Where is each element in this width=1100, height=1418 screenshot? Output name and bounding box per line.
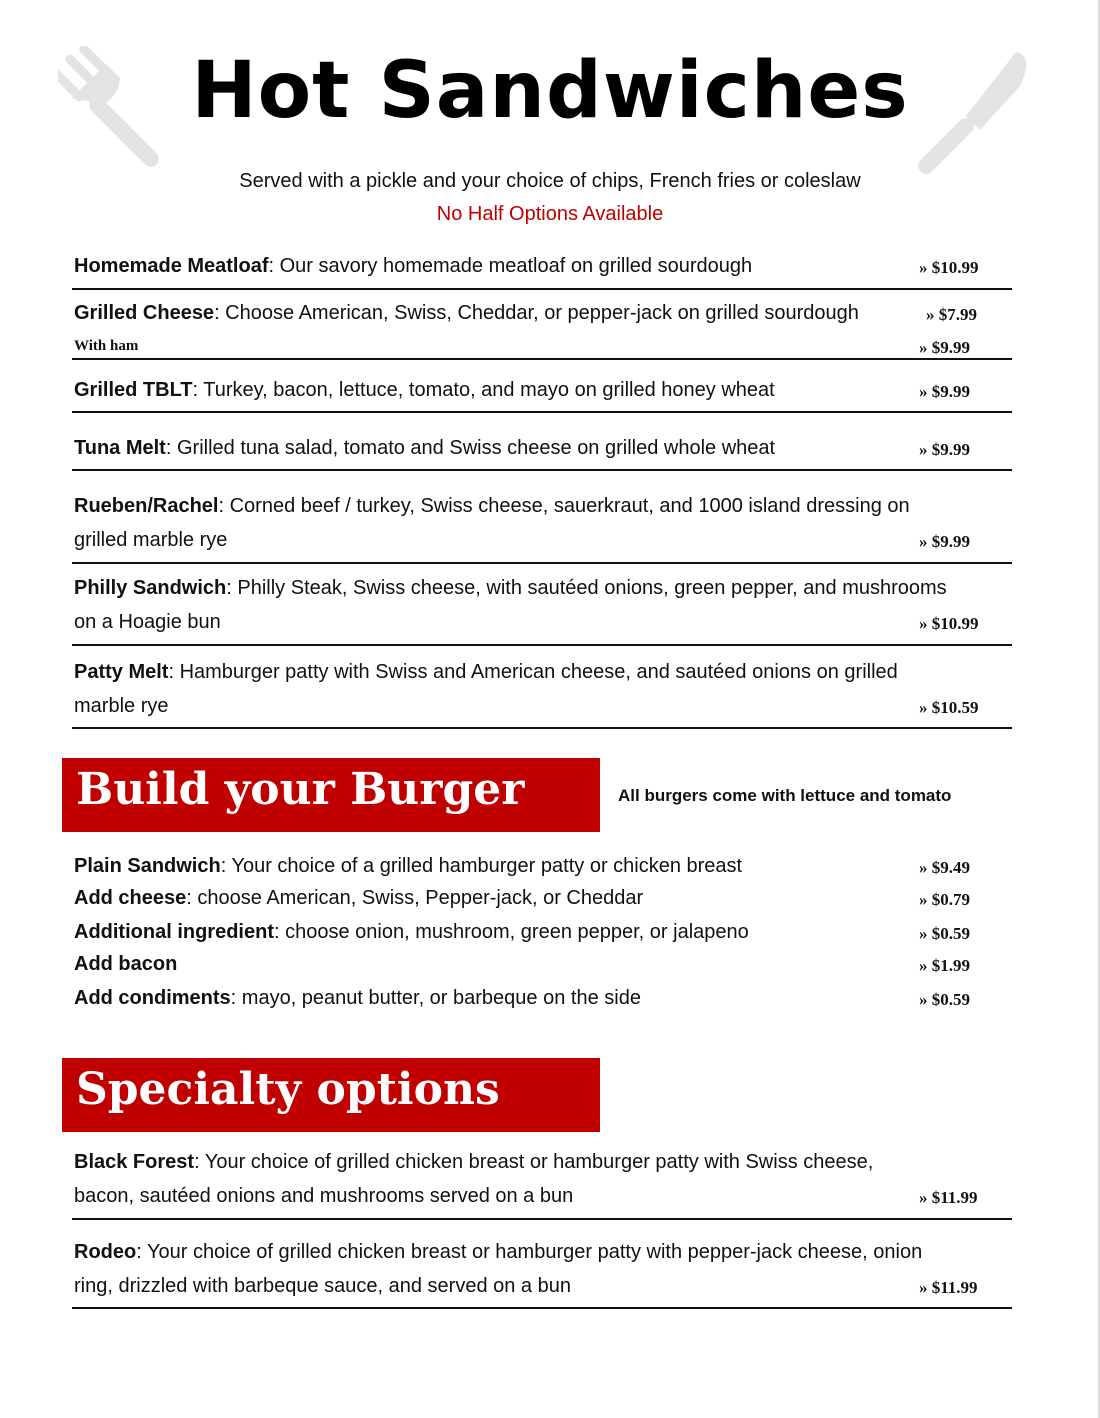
item-price: » $10.99 [919,614,979,633]
divider [72,469,1012,471]
item-desc: : Grilled tuna salad, tomato and Swiss cheese on grilled whole wheat [165,437,776,459]
item-name: Tuna Melt [74,437,166,459]
divider [72,288,1012,290]
divider [72,562,1012,564]
item-price: » $0.59 [919,990,970,1009]
item-name: Add bacon [74,953,178,975]
item-desc: : Your choice of a grilled hamburger patty or chicken breast [220,855,743,877]
divider [72,644,1012,646]
item-price: » $0.79 [919,890,970,909]
item-price: » $11.99 [919,1188,978,1207]
burger-heading: Build your Burger [76,764,525,815]
divider [72,1307,1012,1309]
item-name: Add cheese [74,887,187,909]
burger-heading-banner [62,758,600,832]
item-desc: : Choose American, Swiss, Cheddar, or pepper-jack on grilled sourdough [214,302,859,324]
item-desc: : Your choice of grilled chicken breast or hamburger patty with pepper-jack cheese, onion [136,1241,923,1263]
item-price: » $11.99 [919,1278,978,1297]
item-name: Homemade Meatloaf [74,255,269,277]
item-price: » $9.99 [919,382,970,401]
item-extra-label: With ham [74,338,139,354]
page-subtitle: Served with a pickle and your choice of chips, French fries or coleslaw [239,170,861,192]
item-name: Rodeo [74,1241,137,1263]
item-price: » $9.99 [919,532,970,551]
item-price: » $9.49 [919,858,970,877]
item-extra-price: » $9.99 [919,338,970,357]
item-desc-cont: on a Hoagie bun [74,611,221,633]
item-name: Grilled Cheese [74,302,215,324]
page-title: Hot Sandwiches [191,46,909,136]
item-desc: : Corned beef / turkey, Swiss cheese, sauerkraut, and 1000 island dressing on [218,495,910,517]
item-desc-cont: ring, drizzled with barbeque sauce, and served on a bun [74,1275,571,1297]
item-name: Plain Sandwich [74,855,221,877]
item-desc: : mayo, peanut butter, or barbeque on the side [230,987,641,1009]
item-desc-cont: bacon, sautéed onions and mushrooms served on a bun [74,1185,574,1207]
no-half-note: No Half Options Available [436,203,664,225]
item-name: Additional ingredient [74,921,274,943]
item-name: Philly Sandwich [74,577,227,599]
item-desc: : choose onion, mushroom, green pepper, or jalapeno [274,921,749,943]
item-price: » $10.59 [919,698,979,717]
item-price: » $9.99 [919,440,970,459]
item-desc: : Hamburger patty with Swiss and American cheese, and sautéed onions on grilled [168,661,898,683]
item-price: » $7.99 [926,305,977,324]
divider [72,1218,1012,1220]
item-desc-cont: grilled marble rye [74,529,228,551]
item-desc: : Turkey, bacon, lettuce, tomato, and mayo on grilled honey wheat [192,379,775,401]
item-desc: : Our savory homemade meatloaf on grilled sourdough [268,255,753,277]
divider [72,727,1012,729]
item-price: » $0.59 [919,924,970,943]
item-desc-cont: marble rye [74,695,169,717]
item-name: Add condiments [74,987,231,1009]
item-name: Patty Melt [74,661,169,683]
item-price: » $1.99 [919,956,970,975]
item-name: Black Forest [74,1151,195,1173]
item-name: Grilled TBLT [74,379,193,401]
item-desc: : Philly Steak, Swiss cheese, with sautéed onions, green pepper, and mushrooms [226,577,947,599]
item-desc: : Your choice of grilled chicken breast or hamburger patty with Swiss cheese, [194,1151,874,1173]
item-desc: : choose American, Swiss, Pepper-jack, or Cheddar [186,887,644,909]
item-price: » $10.99 [919,258,979,277]
divider [72,358,1012,360]
item-name: Rueben/Rachel [74,495,219,517]
specialty-heading-banner [62,1058,600,1132]
divider [72,411,1012,413]
burger-note: All burgers come with lettuce and tomato [618,786,952,805]
specialty-heading: Specialty options [76,1064,500,1115]
